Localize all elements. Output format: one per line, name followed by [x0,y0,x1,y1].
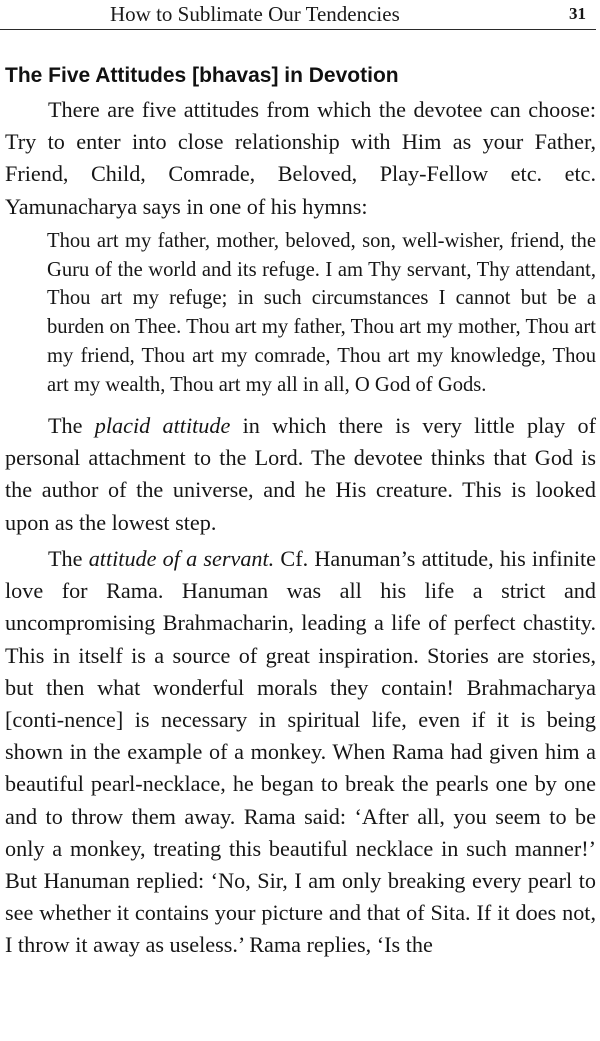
servant-attitude-text: Cf. Hanuman’s attitude, his infinite love for Rama. Hanuman was all his life a strict and uncompromising Brahmacharin, leading a life of perfect chastity. This in itself is a source of great inspiration. Stories are stories, but then what wonderful morals they contain! Brahmacharya [conti-nence] is necessary in spiritual life, even if it is being shown in the example of a monkey. When Rama had given him a beautiful pearl-necklace, he began to break the pearls one by one and to throw them away. Rama said: ‘After all, you seem to be only a monkey, treating this beautiful necklace in such manner!’ But Hanuman replied: ‘No, Sir, I am only breaking every pearl to see whether it contains your picture and that of Sita. If it does not, I throw it away as useless.’ Rama replies, ‘Is the [5,546,596,958]
placid-attitude-text: in which there is very little play of personal attachment to the Lord. The devotee thinks that God is the author of the universe, and he His creature. This is looked upon as the lowest step. [5,413,597,535]
servant-lead: The [48,546,83,571]
section-heading: The Five Attitudes [bhavas] in Devotion [5,64,399,87]
servant-attitude-term: attitude of a servant. [88,546,275,571]
page-number: 31 [569,4,586,23]
running-title: How to Sublimate Our Tendencies [110,2,400,26]
intro-paragraph: There are five attitudes from which the devotee can choose: Try to enter into close relationship with Him as your Father, Friend, Child, Comrade, Beloved, Play-Fellow etc. etc. Yamunacharya says in one of his hymns: [5,97,596,219]
running-header [0,0,600,34]
hymn-quote: Thou art my father, mother, beloved, son, well-wisher, friend, the Guru of the world and its refuge. I am Thy servant, Thy attendant, Thou art my refuge; in such circumstances I cannot but be a burden on Thee. Thou art my father, Thou art my mother, Thou art my friend, Thou art my comrade, Thou art my knowledge, Thou art my wealth, Thou art my all in all, O God of Gods. [47,230,596,396]
placid-attitude-paragraph [5,410,596,539]
header-rule [0,29,596,30]
placid-lead: The [48,413,83,438]
servant-attitude-paragraph [5,543,596,962]
placid-attitude-term: placid attitude [94,413,231,438]
